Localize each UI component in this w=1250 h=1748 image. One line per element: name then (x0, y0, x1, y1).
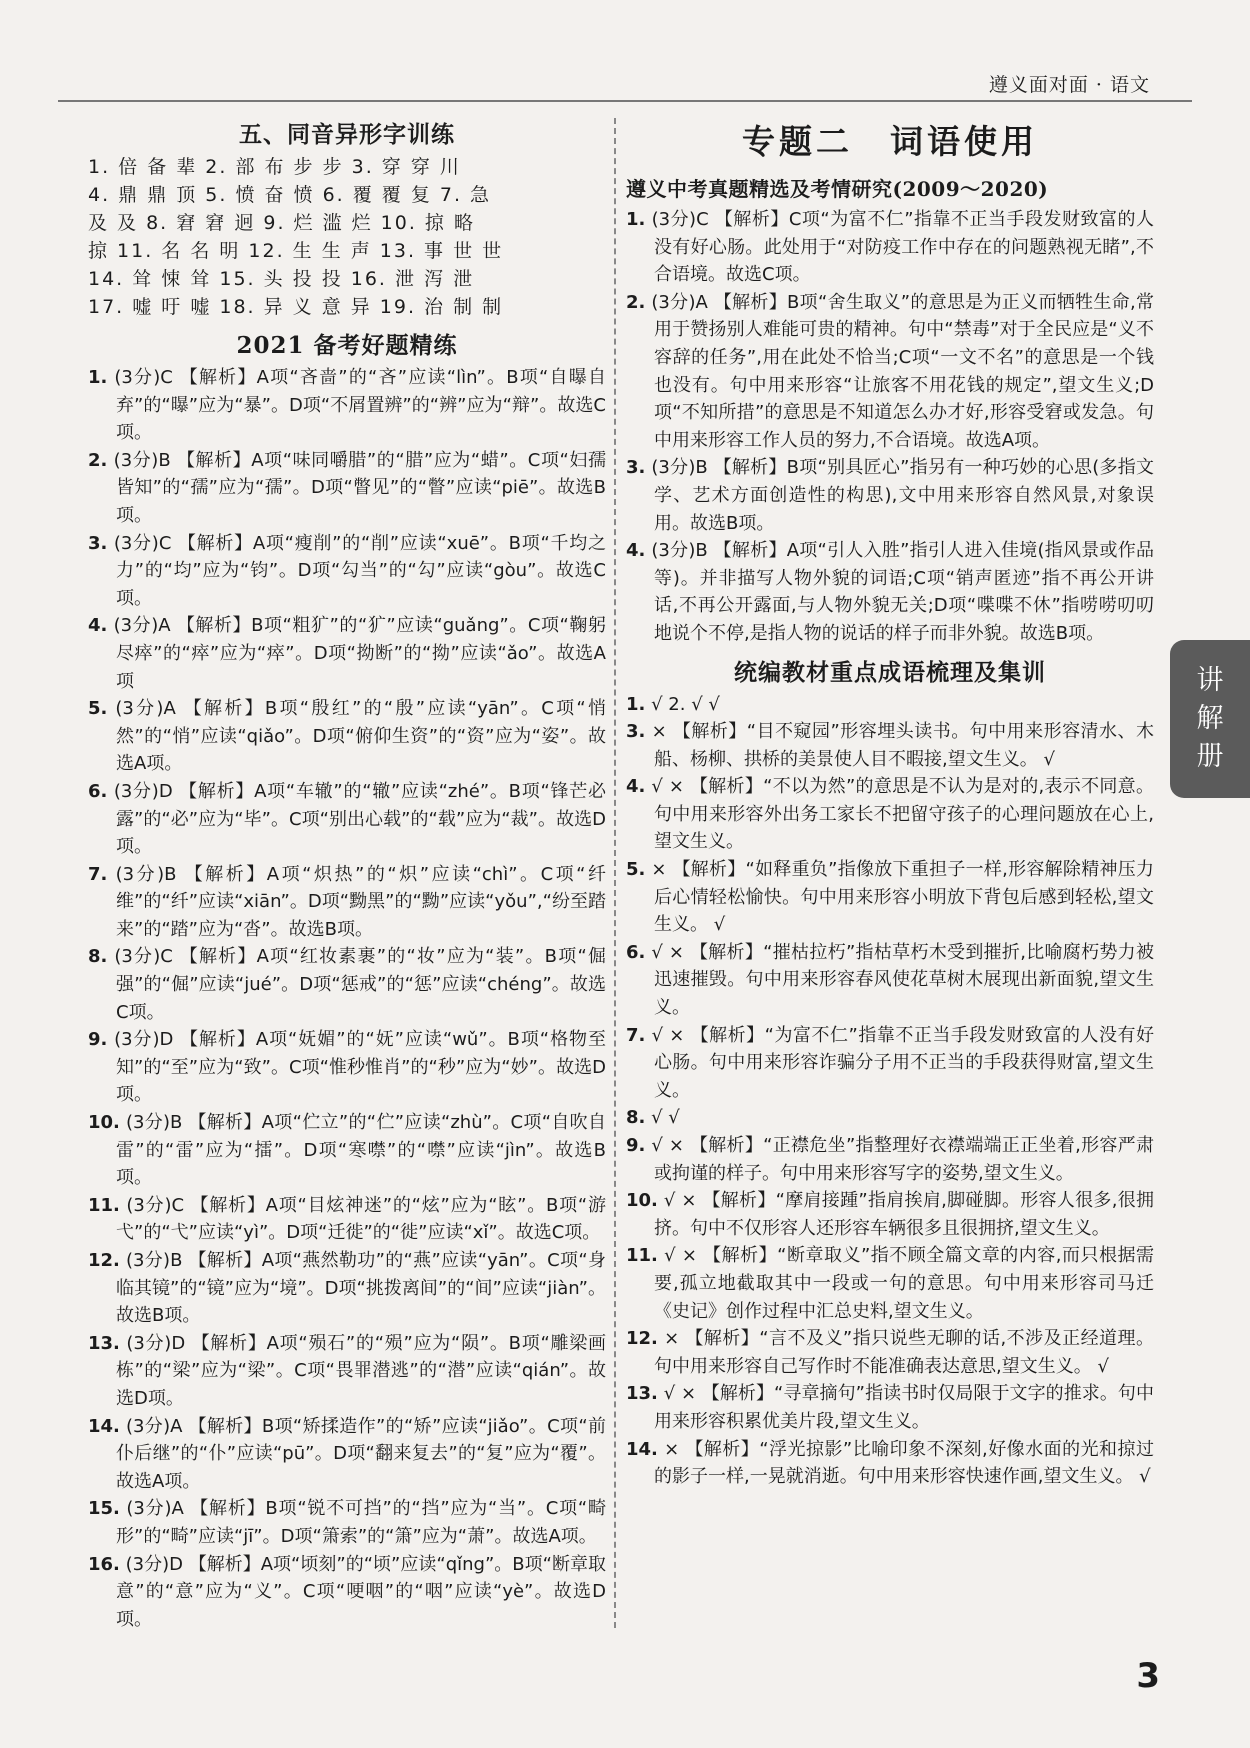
side-tab-char: 册 (1196, 741, 1224, 772)
answer-item: 6. √ × 【解析】“摧枯拉朽”指枯草朽木受到摧折,比喻腐朽势力被迅速摧毁。句中用来形容春风使花草树木展现出新面貌,望文生义。 (626, 941, 1154, 1019)
page-number: 3 (1136, 1656, 1160, 1696)
answer-item: 14. (3分)A 【解析】B项“矫揉造作”的“矫”应读“jiǎo”。C项“前仆后继”的“仆”应读“pū”。D项“翻来复去”的“复”应为“覆”。故选A项。 (88, 1415, 606, 1492)
header-rule (58, 100, 1192, 102)
answer-item: 3. × 【解析】“目不窥园”形容埋头读书。句中用来形容清水、木船、杨柳、拱桥的美景使人目不暇接,望文生义。 √ (626, 721, 1154, 770)
answer-item: 9. (3分)D 【解析】A项“妩媚”的“妩”应读“wǔ”。B项“格物至知”的“至”应为“致”。C项“惟秒惟肖”的“秒”应为“妙”。故选D项。 (88, 1029, 606, 1106)
idiom-answer-list (626, 691, 1154, 1491)
homophone-answers (88, 153, 606, 321)
column-divider (614, 118, 616, 1628)
section-side-tab (1170, 640, 1250, 798)
right-column (626, 110, 1154, 1491)
idiom-section-title: 统编教材重点成语梳理及集训 (734, 658, 1046, 686)
answer-item: 3. (3分)C 【解析】A项“瘦削”的“削”应读“xuē”。B项“千均之力”的“均”应为“钧”。D项“勾当”的“勾”应读“gòu”。故选C项。 (88, 532, 606, 609)
left-column (88, 110, 606, 1633)
homophone-section-title: 五、同音异形字训练 (239, 121, 455, 148)
side-tab-char: 解 (1196, 703, 1224, 734)
answer-item: 4. (3分)B 【解析】A项“引人入胜”指引人进入佳境(指风景或作品等)。并非描写人物外貌的词语;C项“销声匿迹”指不再公开讲话,不再公开露面,与人物外貌无关;D项“喋喋不休”指唠唠叨叨地说个不停,是指人物的说话的样子而非外貌。故选B项。 (626, 540, 1154, 644)
answer-item: 7. (3分)B 【解析】A项“炽热”的“炽”应读“chì”。C项“纤维”的“纤”应读“xiān”。D项“黝黑”的“黝”应读“yǒu”,“纷至踏来”的“踏”应为“沓”。故选B项。 (88, 863, 606, 940)
homophone-line: 4. 鼎 鼎 顶 5. 愤 奋 愤 6. 覆 覆 复 7. 急 (88, 184, 492, 206)
answer-item: 15. (3分)A 【解析】B项“锐不可挡”的“挡”应为“当”。C项“畸形”的“畸”应读“jī”。D项“箫索”的“箫”应为“萧”。故选A项。 (88, 1498, 606, 1547)
answer-item: 12. (3分)B 【解析】A项“燕然勒功”的“燕”应读“yān”。C项“身临其镜”的“镜”应为“境”。D项“挑拨离间”的“间”应读“jiàn”。故选B项。 (88, 1250, 606, 1327)
answer-item: 4. (3分)A 【解析】B项“粗犷”的“犷”应读“guǎng”。C项“鞠躬尽瘁”的“瘁”应为“瘁”。D项“拗断”的“拗”应读“ǎo”。故选A项 (88, 615, 606, 692)
homophone-line: 及 及 8. 窘 窘 迥 9. 烂 滥 烂 10. 掠 略 (88, 212, 475, 234)
answer-item: 5. × 【解析】“如释重负”指像放下重担子一样,形容解除精神压力后心情轻松愉快。句中用来形容小明放下背包后感到轻松,望文生义。 √ (626, 859, 1154, 936)
homophone-line: 17. 嘘 吁 嘘 18. 异 义 意 异 19. 治 制 制 (88, 296, 504, 318)
answer-item: 9. √ × 【解析】“正襟危坐”指整理好衣襟端端正正坐着,形容严肃或拘谨的样子。句中用来形容写字的姿势,望文生义。 (626, 1135, 1154, 1184)
answer-item: 2. (3分)A 【解析】B项“舍生取义”的意思是为正义而牺牲生命,常用于赞扬别人难能可贵的精神。句中“禁毒”对于全民应是“义不容辞的任务”,用在此处不恰当;C项“一文不名”的意思是一个钱也没有。句中用来形容“让旅客不用花钱的规定”,望文生义;D项“不知所措”的意思是不知道怎么办才好,形容受窘或发急。句中用来形容工作人员的努力,不合语境。故选A项。 (626, 291, 1154, 451)
answer-item: 1. (3分)C 【解析】A项“吝啬”的“吝”应读“lìn”。B项“自曝自弃”的“曝”应为“暴”。D项“不屑置辨”的“辨”应为“辩”。故选C项。 (88, 367, 606, 444)
answer-item: 5. (3分)A 【解析】B项“殷红”的“殷”应读“yān”。C项“悄然”的“悄”应读“qiǎo”。D项“俯仰生资”的“资”应为“姿”。故选A项。 (88, 698, 606, 775)
answer-item: 7. √ × 【解析】“为富不仁”指靠不正当手段发财致富的人没有好心肠。句中用来形容诈骗分子用不正当的手段获得财富,望文生义。 (626, 1024, 1154, 1101)
answer-item: 11. (3分)C 【解析】A项“目炫神迷”的“炫”应为“眩”。B项“游弋”的“弋”应读“yì”。D项“迁徙”的“徙”应读“xǐ”。故选C项。 (88, 1194, 606, 1244)
answer-item: 3. (3分)B 【解析】B项“别具匠心”指另有一种巧妙的心思(多指文学、艺术方面创造性的构思),文中用来形容自然风景,对象误用。故选B项。 (626, 457, 1154, 534)
exam-section-title: 遵义中考真题精选及考情研究(2009～2020) (626, 177, 1049, 201)
answer-item: 8. (3分)C 【解析】A项“红妆素裹”的“妆”应为“装”。B项“倔强”的“倔”应读“jué”。D项“惩戒”的“惩”应读“chéng”。故选C项。 (88, 946, 606, 1023)
practice-section-title: 2021 备考好题精练 (236, 332, 458, 359)
answer-item: 8. √ √ (626, 1107, 680, 1129)
exam-answer-list (626, 206, 1154, 648)
answer-item: 6. (3分)D 【解析】A项“车辙”的“辙”应读“zhé”。B项“锋芒必露”的“必”应为“毕”。C项“别出心载”的“载”应为“裁”。故选D项。 (88, 780, 606, 858)
answer-item: 10. √ × 【解析】“摩肩接踵”指肩挨肩,脚碰脚。形容人很多,很拥挤。句中不仅形容人还形容车辆很多且很拥挤,望文生义。 (626, 1190, 1154, 1239)
answer-item: 13. (3分)D 【解析】A项“殒石”的“殒”应为“陨”。B项“雕梁画栋”的“梁”应为“梁”。C项“畏罪潜逃”的“潜”应读“qián”。故选D项。 (88, 1332, 606, 1409)
answer-item: 11. √ × 【解析】“断章取义”指不顾全篇文章的内容,而只根据需要,孤立地截取其中一段或一句的意思。句中用来形容司马迁《史记》创作过程中汇总史料,望文生义。 (626, 1245, 1154, 1322)
practice-answer-list (88, 364, 606, 1633)
homophone-line: 1. 倍 备 辈 2. 部 布 步 步 3. 穿 穿 川 (88, 156, 461, 178)
topic-title: 专题二 词语使用 (742, 122, 1038, 161)
answer-item: 2. (3分)B 【解析】A项“味同嚼腊”的“腊”应为“蜡”。C项“妇孺皆知”的“孺”应为“孺”。D项“瞥见”的“瞥”应读“piē”。故选B项。 (88, 449, 606, 526)
answer-item: 1. (3分)C 【解析】C项“为富不仁”指靠不正当手段发财致富的人没有好心肠。此处用于“对防疫工作中存在的问题熟视无睹”,不合语境。故选C项。 (626, 209, 1154, 286)
answer-item: 12. × 【解析】“言不及义”指只说些无聊的话,不涉及正经道理。句中用来形容自己写作时不能准确表达意思,望文生义。 √ (626, 1328, 1154, 1377)
homophone-line: 掠 11. 名 名 明 12. 生 生 声 13. 事 世 世 (88, 240, 504, 262)
answer-item: 4. √ × 【解析】“不以为然”的意思是不认为是对的,表示不同意。句中用来形容外出务工家长不把留守孩子的心理问题放在心上,望文生义。 (626, 776, 1154, 853)
page-header: 遵义面对面 · 语文 (988, 74, 1150, 96)
answer-item: 16. (3分)D 【解析】A项“顷刻”的“顷”应读“qǐng”。B项“断章取意”的“意”应为“义”。C项“哽咽”的“咽”应读“yè”。故选D项。 (88, 1553, 606, 1630)
side-tab-char: 讲 (1196, 665, 1224, 696)
answer-item: 13. √ × 【解析】“寻章摘句”指读书时仅局限于文字的推求。句中用来形容积累优美片段,望文生义。 (626, 1383, 1154, 1432)
answer-item: 14. × 【解析】“浮光掠影”比喻印象不深刻,好像水面的光和掠过的影子一样,一晃就消逝。句中用来形容快速作画,望文生义。 √ (626, 1438, 1154, 1488)
answer-item: 10. (3分)B 【解析】A项“伫立”的“伫”应读“zhù”。C项“自吹自雷”的“雷”应为“擂”。D项“寒噤”的“噤”应读“jìn”。故选B项。 (88, 1112, 606, 1189)
homophone-line: 14. 耸 悚 耸 15. 头 投 投 16. 泄 泻 泄 (88, 268, 475, 290)
answer-item: 1. √ 2. √ √ (626, 693, 720, 715)
